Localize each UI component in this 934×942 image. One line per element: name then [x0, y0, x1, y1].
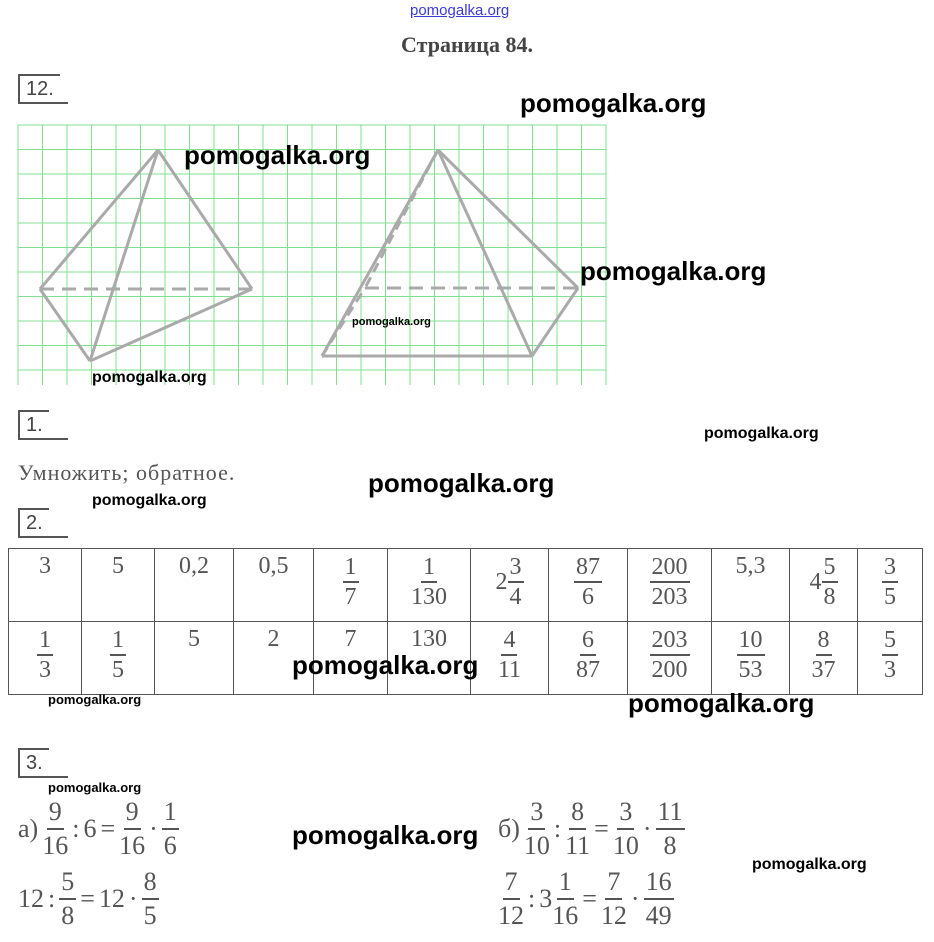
numerator: 3 [882, 553, 898, 583]
numerator: 11 [656, 796, 685, 830]
whole-part: 3 [539, 884, 553, 913]
numerator: 1 [421, 553, 437, 583]
numerator: 9 [124, 796, 141, 830]
numerator: 6 [580, 626, 596, 656]
site-link[interactable]: pomogalka.org [410, 2, 510, 19]
fraction [656, 796, 685, 862]
denominator: 3 [39, 657, 51, 683]
watermark: pomogalka.org [48, 692, 142, 707]
numerator: 5 [882, 626, 898, 656]
value-text: · [149, 814, 158, 843]
watermark: pomogalka.org [92, 369, 207, 386]
denominator: 6 [163, 831, 177, 860]
value-text: = [100, 814, 116, 843]
value-text: 130 [411, 626, 447, 652]
fraction [37, 626, 53, 684]
watermark: pomogalka.org [352, 316, 431, 328]
denominator: 3 [884, 657, 896, 683]
denominator: 7 [344, 584, 357, 610]
value-text: 12 [18, 884, 44, 913]
table-cell [155, 549, 234, 622]
numerator: 10 [737, 626, 765, 656]
fraction [411, 553, 447, 611]
numerator: 1 [162, 796, 179, 830]
mixed-number [810, 553, 838, 611]
denominator: 8 [61, 901, 75, 930]
answer-1: Умножить; обратное. [18, 460, 236, 485]
denominator: 11 [565, 831, 591, 860]
watermark: pomogalka.org [292, 820, 479, 850]
denominator: 5 [884, 584, 896, 610]
denominator: 5 [112, 657, 124, 683]
section-number-12: 12. [18, 74, 60, 102]
fraction [576, 626, 600, 684]
denominator: 16 [42, 831, 69, 860]
numerator: 3 [617, 796, 634, 830]
value-text: 0,5 [258, 553, 289, 579]
value-text: 7 [344, 626, 357, 652]
numerator: 203 [650, 626, 690, 656]
value-text: 5,3 [735, 553, 766, 579]
value-text: 5 [188, 626, 200, 652]
value-text: 5 [112, 553, 124, 579]
numerator: 9 [47, 796, 64, 830]
whole-part: 2 [495, 568, 508, 595]
value-text: · [642, 814, 652, 843]
table-cell [858, 622, 923, 695]
numerator: 4 [501, 626, 517, 656]
fraction [343, 553, 359, 611]
fraction [812, 626, 836, 684]
value-text: 3 [39, 553, 51, 579]
watermark: pomogalka.org [628, 688, 815, 718]
fraction [59, 866, 76, 932]
fraction [882, 626, 898, 684]
value-text: : [72, 814, 80, 843]
watermark: pomogalka.org [752, 856, 867, 873]
mixed-number [539, 866, 578, 932]
equation-label: б) [498, 814, 520, 843]
equation-b2 [498, 866, 674, 932]
equation-a1 [18, 796, 179, 862]
pyramids-drawing [0, 0, 934, 400]
denominator: 203 [651, 584, 688, 610]
watermark: pomogalka.org [92, 492, 207, 509]
fraction [498, 626, 521, 684]
denominator: 8 [663, 831, 677, 860]
value-text: = [594, 814, 609, 843]
denominator: 6 [582, 584, 594, 610]
table-cell [314, 549, 388, 622]
fraction [565, 796, 590, 862]
value-text: = [80, 884, 95, 913]
fraction [42, 796, 68, 862]
fraction [119, 796, 145, 862]
numerator: 1 [37, 626, 53, 656]
value-text: : [553, 814, 562, 843]
watermark: pomogalka.org [292, 650, 479, 680]
numerator: 1 [557, 866, 574, 900]
numerator: 8 [142, 866, 159, 900]
table-cell [155, 622, 234, 695]
fraction [508, 553, 524, 611]
fraction [524, 796, 550, 862]
denominator: 12 [498, 901, 524, 930]
fraction [142, 866, 159, 932]
denominator: 4 [509, 584, 522, 610]
watermark: pomogalka.org [704, 425, 819, 442]
table-cell [790, 622, 858, 695]
numerator: 3 [508, 553, 524, 583]
equation-label: а) [18, 814, 39, 843]
table-cell [858, 549, 923, 622]
table-cell [82, 622, 155, 695]
table-cell [9, 622, 82, 695]
denominator: 53 [738, 657, 763, 683]
value-text: 2 [267, 626, 280, 652]
value-text: 6 [83, 814, 97, 843]
numerator: 1 [110, 626, 126, 656]
fraction [613, 796, 639, 862]
page-title: Страница 84. [401, 32, 533, 57]
numerator: 5 [822, 553, 838, 583]
value-text: 0,2 [179, 553, 209, 579]
denominator: 37 [811, 657, 836, 683]
watermark: pomogalka.org [520, 88, 707, 118]
fraction [650, 626, 690, 684]
value-text: : [48, 884, 56, 913]
table-cell [549, 622, 628, 695]
left-pyramid [40, 150, 252, 361]
fraction [601, 866, 627, 932]
numerator: 200 [650, 553, 690, 583]
fraction [574, 553, 602, 611]
denominator: 12 [600, 901, 627, 930]
table-cell [471, 622, 549, 695]
fraction [162, 796, 179, 862]
denominator: 49 [645, 901, 672, 930]
watermark: pomogalka.org [580, 256, 767, 286]
fraction [110, 626, 126, 684]
fraction [498, 866, 524, 932]
fraction [822, 553, 838, 611]
fraction [644, 866, 674, 932]
whole-part: 4 [809, 568, 822, 595]
fraction [737, 626, 765, 684]
numerator: 1 [343, 553, 359, 583]
value-text: 12 [98, 884, 125, 913]
numerator: 5 [59, 866, 76, 900]
denominator: 10 [612, 831, 639, 860]
table-cell [712, 549, 790, 622]
numerator: 7 [605, 866, 622, 900]
equation-a2 [18, 866, 159, 932]
table-cell [628, 622, 712, 695]
value-text: · [630, 884, 640, 913]
numerator: 16 [644, 866, 674, 900]
watermark: pomogalka.org [48, 780, 142, 795]
value-text: · [128, 884, 138, 913]
value-text: : [528, 884, 536, 913]
equation-b1 [498, 796, 685, 862]
table-cell [234, 549, 314, 622]
section-number-3: 3. [18, 748, 49, 776]
numerator: 8 [816, 626, 832, 656]
denominator: 5 [143, 901, 157, 930]
fraction [650, 553, 690, 611]
table-cell [471, 549, 549, 622]
table-cell [9, 549, 82, 622]
watermark: pomogalka.org [368, 468, 555, 498]
fraction [552, 866, 578, 932]
denominator: 87 [576, 657, 600, 683]
denominator: 11 [497, 657, 522, 683]
denominator: 16 [552, 901, 579, 930]
table-cell [549, 549, 628, 622]
denominator: 130 [411, 584, 447, 610]
numerator: 7 [503, 866, 520, 900]
table-row [9, 549, 923, 622]
table-cell [388, 549, 471, 622]
fraction [882, 553, 898, 611]
section-number-2: 2. [18, 508, 49, 536]
table-cell [628, 549, 712, 622]
section-number-1: 1. [18, 410, 49, 438]
table-cell [790, 549, 858, 622]
numerator: 87 [574, 553, 602, 583]
watermark: pomogalka.org [184, 140, 371, 170]
denominator: 8 [823, 584, 836, 610]
value-text: = [582, 884, 597, 913]
numerator: 3 [528, 796, 545, 830]
denominator: 200 [651, 657, 688, 683]
denominator: 16 [119, 831, 146, 860]
table-cell [712, 622, 790, 695]
denominator: 10 [523, 831, 550, 860]
table-cell [82, 549, 155, 622]
numerator: 8 [569, 796, 586, 830]
mixed-number [496, 553, 524, 611]
